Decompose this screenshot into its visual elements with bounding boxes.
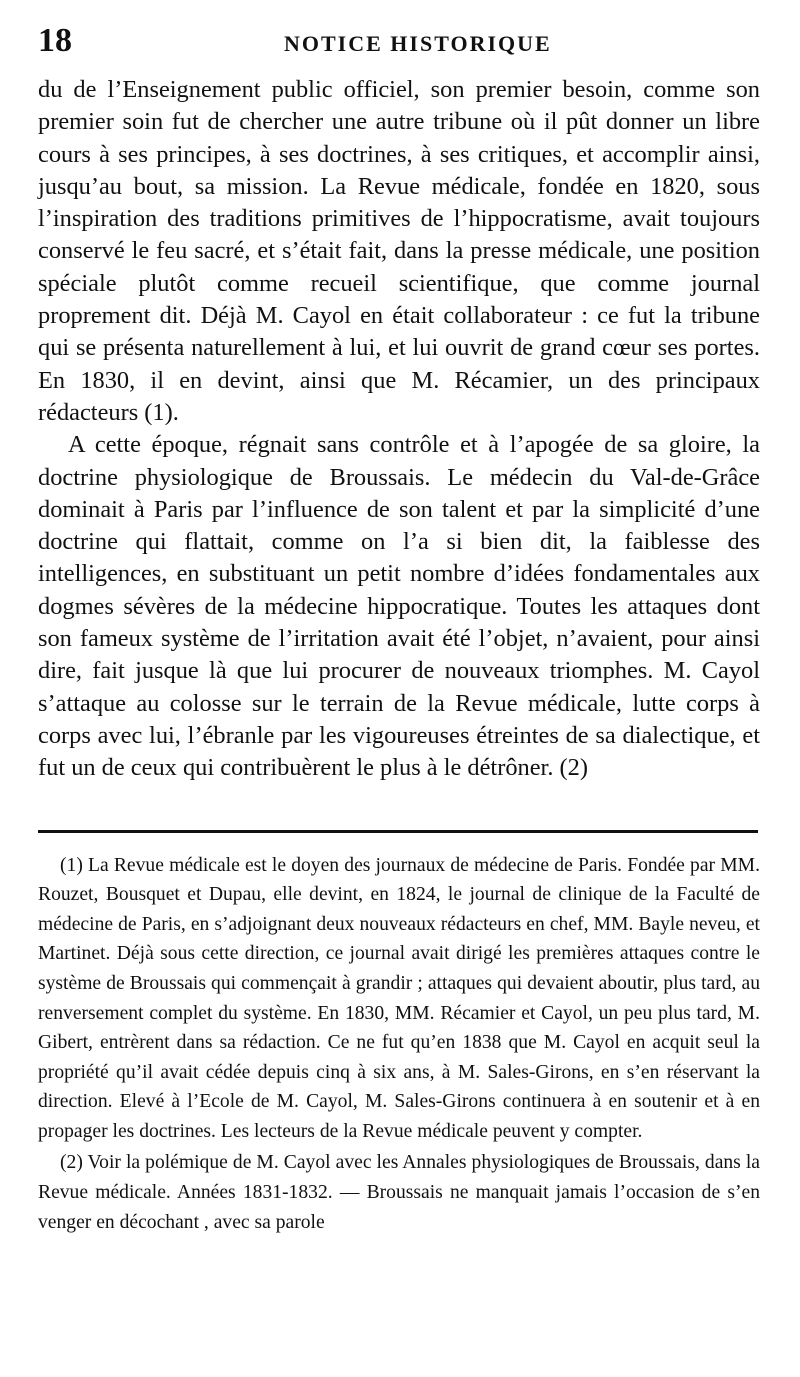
page-number: 18 <box>38 22 72 59</box>
footnote-divider <box>38 830 758 833</box>
paragraph-1: du de l’Enseignement public officiel, son premier besoin, comme son premier soin fut de chercher une autre tribune où il pût donner un libre cours à ses principes, à ses doctrines, à ses critiques, et accomplir ainsi, jusqu’au bout, sa mission. La Revue médicale, fondée en 1820, sous l’inspiration des traditions primitives de l’hippocratisme, avait toujours conservé le feu sacré, et s’était fait, dans la presse médicale, une position spéciale plutôt comme recueil scientifique, que comme journal proprement dit. Déjà M. Cayol en était collaborateur : ce fut la tribune qui se présenta naturellement à lui, et lui ouvrit de grand cœur ses portes. En 1830, il en devint, ainsi que M. Récamier, un des principaux rédacteurs (1). <box>38 76 760 426</box>
footnotes <box>38 851 760 1238</box>
main-text <box>38 74 760 785</box>
running-title: NOTICE HISTORIQUE <box>284 31 552 56</box>
page-header <box>38 22 760 74</box>
footnote-2: (2) Voir la polémique de M. Cayol avec les Annales physiologiques de Broussais, dans la Revue médicale. Années 1831-1832. — Broussais ne manquait jamais l’occasion de s’en venger en décochant , avec sa parole <box>38 1152 760 1233</box>
footnote-1: (1) La Revue médicale est le doyen des journaux de médecine de Paris. Fondée par MM. Rouzet, Bousquet et Dupau, elle devint, en 1824, le journal de clinique de la Faculté de médecine de Paris, en s’adjoignant deux nouveaux rédacteurs en chef, MM. Bayle neveu, et Martinet. Déjà sous cette direction, ce journal avait dirigé les premières attaques contre le système de Broussais qui commençait à grandir ; attaques qui devaient aboutir, plus tard, au renversement complet du système. En 1830, MM. Récamier et Cayol, un peu plus tard, M. Gibert, entrèrent dans sa rédaction. Ce ne fut qu’en 1838 que M. Cayol en acquit seul la propriété qu’il avait cédée depuis cinq à six ans, à M. Sales-Girons, en s’en réservant la direction. Elevé à l’Ecole de M. Cayol, M. Sales-Girons continuera à en soutenir et à en propager les doctrines. Les lecteurs de la Revue médicale peuvent y compter. <box>38 854 760 1142</box>
paragraph-2: A cette époque, régnait sans contrôle et à l’apogée de sa gloire, la doctrine physiologique de Broussais. Le médecin du Val-de-Grâce dominait à Paris par l’influence de son talent et par la simplicité d’une doctrine qui flattait, comme on l’a si bien dit, la faiblesse des intelligences, en substituant un petit nombre d’idées fondamentales aux dogmes sévères de la médecine hippocratique. Toutes les attaques dont son fameux système de l’irritation avait été l’objet, n’avaient, pour ainsi dire, fait jusque là que lui procurer de nouveaux triomphes. M. Cayol s’attaque au colosse sur le terrain de la Revue médicale, lutte corps à corps avec lui, l’ébranle par les vigoureuses étreintes de sa dialectique, et fut un de ceux qui contribuèrent le plus à le détrôner. (2) <box>38 431 760 782</box>
